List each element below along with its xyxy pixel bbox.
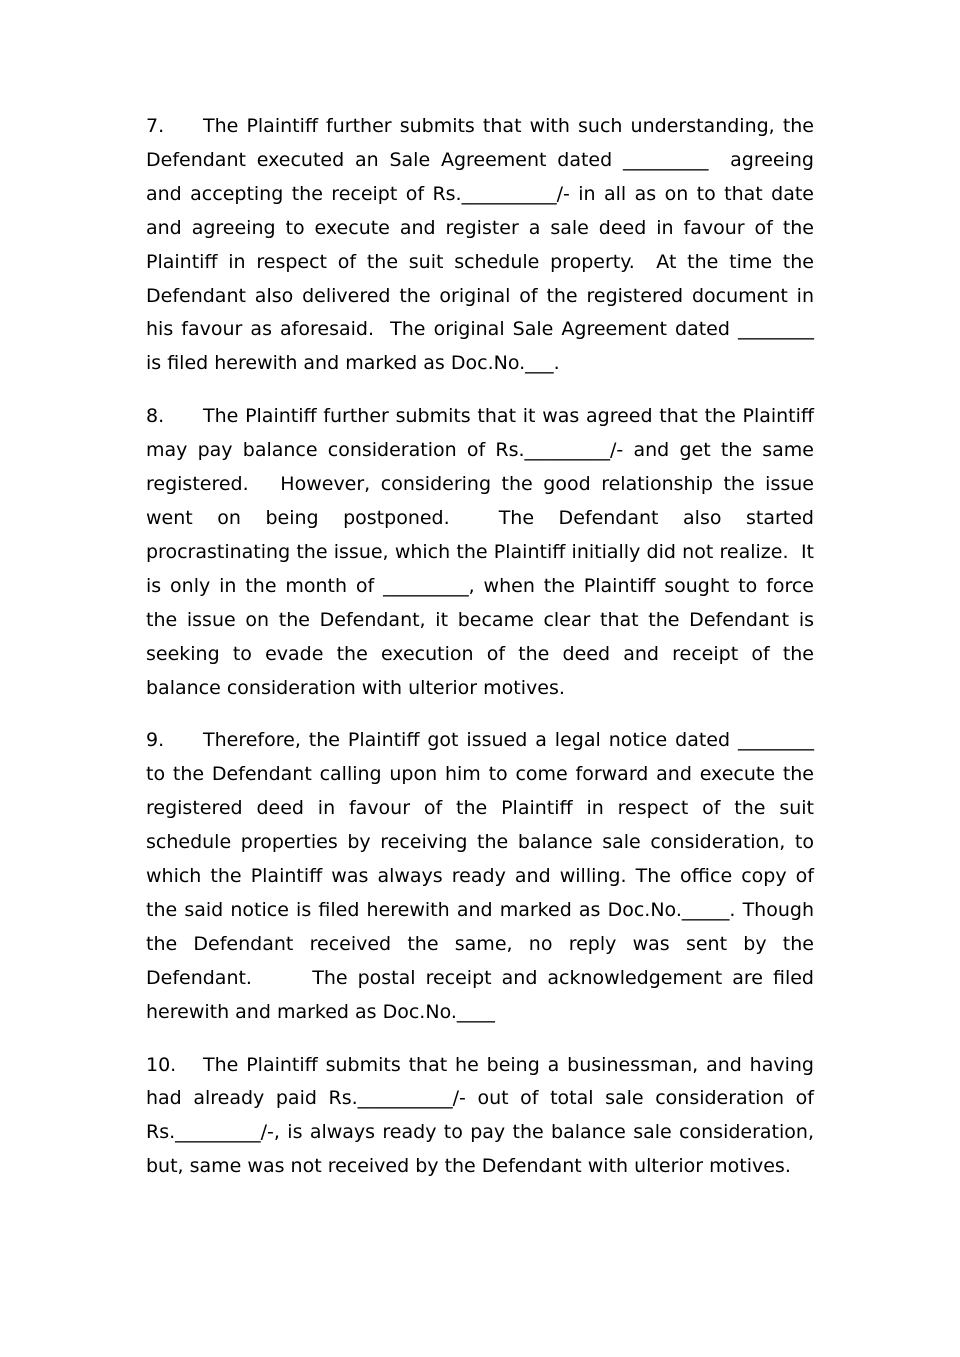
paragraph-number: 10. — [146, 1053, 177, 1076]
paragraph-10 — [146, 1049, 821, 1185]
paragraph-text: The Plaintiff further submits that with such understanding, the Defendant executed an Sale Agreement dated _________ agreeing and accepting the receipt of Rs.__________/- in all as on to that date and agreeing to execute and register a sale deed in favour of the Plaintiff in respect of the suit schedule property. At the time the Defendant also delivered the original of the registered document in his favour as aforesaid. The original Sale Agreement dated ________ is filed herewith and marked as Doc.No.___. — [146, 115, 821, 375]
paragraph-9 — [146, 724, 821, 1029]
document-body — [146, 110, 821, 1203]
paragraph-number: 7. — [146, 115, 165, 137]
paragraph-text: Therefore, the Plaintiff got issued a legal notice dated ________ to the Defendant calling upon him to come forward and execute the registered deed in favour of the Plaintiff in respect of the suit schedule properties by receiving the balance sale consideration, to which the Plaintiff was always ready and willing. The office copy of the said notice is filed herewith and marked as Doc.No._____. Though the Defendant received the same, no reply was sent by the Defendant. The postal receipt and acknowledgement are filed herewith and marked as Doc.No.____ — [146, 729, 821, 1023]
paragraph-number: 9. — [146, 729, 165, 752]
paragraph-text: The Plaintiff further submits that it was agreed that the Plaintiff may pay balance consideration of Rs._________/- and get the same registered. However, considering the good relationship the issue went on being postponed. The Defendant also started procrastinating the issue, which the Plaintiff initially did not realize. It is only in the month of _________, when the Plaintiff sought to force the issue on the Defendant, it became clear that the Defendant is seeking to evade the execution of the deed and receipt of the balance consideration with ulterior motives. — [146, 405, 821, 699]
paragraph-7 — [146, 110, 821, 381]
paragraph-text: The Plaintiff submits that he being a businessman, and having had already paid Rs.__________/- out of total sale consideration of Rs._________/-, is always ready to pay the balance sale consideration, but, same was not received by the Defendant with ulterior motives. — [146, 1053, 821, 1178]
paragraph-8 — [146, 400, 821, 705]
paragraph-number: 8. — [146, 405, 165, 428]
